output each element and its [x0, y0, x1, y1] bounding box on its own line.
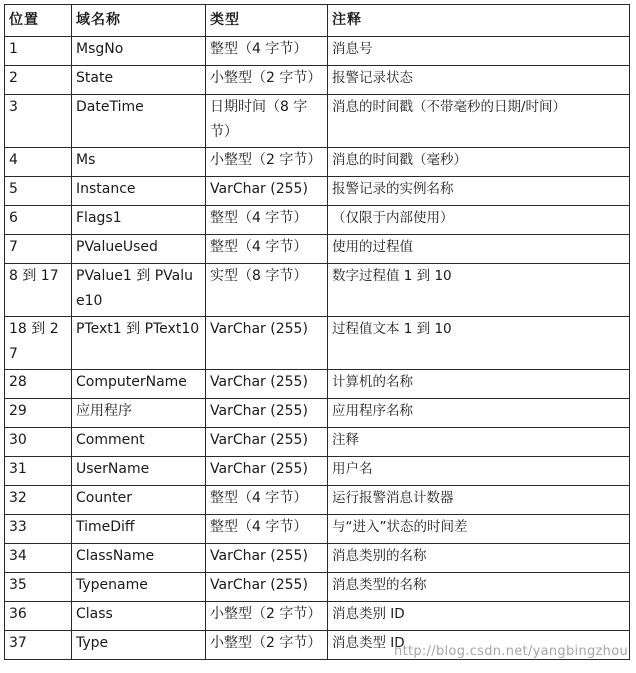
cell-field-name: Comment: [72, 428, 206, 457]
cell-position: 8 到 17: [5, 264, 72, 317]
cell-comment: 消息的时间戳（不带毫秒的日期/时间）: [328, 95, 630, 148]
cell-position: 35: [5, 573, 72, 602]
cell-comment: 消息号: [328, 37, 630, 66]
cell-type: VarChar (255): [206, 370, 328, 399]
cell-position: 34: [5, 544, 72, 573]
cell-type: 小整型（2 字节）: [206, 602, 328, 631]
cell-field-name: PText1 到 PText10: [72, 317, 206, 370]
cell-type: 整型（4 字节）: [206, 515, 328, 544]
cell-type: VarChar (255): [206, 428, 328, 457]
header-field-name: 域名称: [72, 5, 206, 37]
table-row: [5, 148, 630, 177]
field-table: [4, 4, 630, 660]
cell-position: 28: [5, 370, 72, 399]
cell-type: VarChar (255): [206, 457, 328, 486]
cell-position: 3: [5, 95, 72, 148]
table-row: [5, 457, 630, 486]
cell-field-name: Type: [72, 631, 206, 660]
cell-comment: 报警记录的实例名称: [328, 177, 630, 206]
cell-comment: 消息类别的名称: [328, 544, 630, 573]
table-row: [5, 370, 630, 399]
table-header: [5, 5, 630, 37]
cell-field-name: 应用程序: [72, 399, 206, 428]
cell-comment: 消息类别 ID: [328, 602, 630, 631]
cell-position: 29: [5, 399, 72, 428]
cell-comment: 用户名: [328, 457, 630, 486]
cell-comment: 运行报警消息计数器: [328, 486, 630, 515]
watermark-text: http://blog.csdn.net/yangbingzhou: [394, 644, 628, 659]
table-row: [5, 486, 630, 515]
cell-field-name: DateTime: [72, 95, 206, 148]
table-row: [5, 66, 630, 95]
cell-field-name: TimeDiff: [72, 515, 206, 544]
cell-position: 1: [5, 37, 72, 66]
cell-position: 4: [5, 148, 72, 177]
cell-comment: 与“进入”状态的时间差: [328, 515, 630, 544]
cell-type: 整型（4 字节）: [206, 37, 328, 66]
table-row: [5, 602, 630, 631]
cell-position: 6: [5, 206, 72, 235]
table-row: [5, 235, 630, 264]
table-row: [5, 95, 630, 148]
cell-field-name: MsgNo: [72, 37, 206, 66]
table-row: [5, 399, 630, 428]
cell-comment: 报警记录状态: [328, 66, 630, 95]
header-type: 类型: [206, 5, 328, 37]
cell-position: 5: [5, 177, 72, 206]
cell-comment: 计算机的名称: [328, 370, 630, 399]
cell-type: 小整型（2 字节）: [206, 66, 328, 95]
cell-comment: 消息的时间戳（毫秒）: [328, 148, 630, 177]
cell-field-name: Typename: [72, 573, 206, 602]
cell-comment: 过程值文本 1 到 10: [328, 317, 630, 370]
cell-position: 33: [5, 515, 72, 544]
table-row: [5, 631, 630, 660]
cell-type: 小整型（2 字节）: [206, 631, 328, 660]
cell-comment: 注释: [328, 428, 630, 457]
table-row: [5, 544, 630, 573]
cell-position: 32: [5, 486, 72, 515]
table-body: [5, 37, 630, 660]
cell-comment: 消息类型 ID: [328, 631, 630, 660]
cell-type: 日期时间（8 字节）: [206, 95, 328, 148]
cell-type: VarChar (255): [206, 573, 328, 602]
table-row: [5, 177, 630, 206]
cell-comment: （仅限于内部使用）: [328, 206, 630, 235]
cell-field-name: Counter: [72, 486, 206, 515]
cell-field-name: State: [72, 66, 206, 95]
cell-comment: 应用程序名称: [328, 399, 630, 428]
cell-field-name: ComputerName: [72, 370, 206, 399]
cell-type: VarChar (255): [206, 399, 328, 428]
cell-type: 小整型（2 字节）: [206, 148, 328, 177]
table-row: [5, 206, 630, 235]
cell-field-name: UserName: [72, 457, 206, 486]
cell-comment: 消息类型的名称: [328, 573, 630, 602]
table-row: [5, 264, 630, 317]
cell-type: 整型（4 字节）: [206, 206, 328, 235]
cell-position: 36: [5, 602, 72, 631]
cell-type: VarChar (255): [206, 177, 328, 206]
table-row: [5, 428, 630, 457]
cell-position: 31: [5, 457, 72, 486]
cell-field-name: ClassName: [72, 544, 206, 573]
cell-field-name: PValue1 到 PValue10: [72, 264, 206, 317]
table-row: [5, 317, 630, 370]
cell-comment: 使用的过程值: [328, 235, 630, 264]
table-row: [5, 573, 630, 602]
cell-type: VarChar (255): [206, 544, 328, 573]
header-row: [5, 5, 630, 37]
cell-field-name: Class: [72, 602, 206, 631]
cell-position: 18 到 27: [5, 317, 72, 370]
header-comment: 注释: [328, 5, 630, 37]
cell-position: 2: [5, 66, 72, 95]
cell-position: 30: [5, 428, 72, 457]
cell-field-name: Ms: [72, 148, 206, 177]
cell-comment: 数字过程值 1 到 10: [328, 264, 630, 317]
table-row: [5, 37, 630, 66]
header-position: 位置: [5, 5, 72, 37]
cell-field-name: PValueUsed: [72, 235, 206, 264]
cell-type: 实型（8 字节）: [206, 264, 328, 317]
table-row: [5, 515, 630, 544]
cell-position: 7: [5, 235, 72, 264]
cell-type: VarChar (255): [206, 317, 328, 370]
cell-type: 整型（4 字节）: [206, 235, 328, 264]
cell-field-name: Instance: [72, 177, 206, 206]
cell-field-name: Flags1: [72, 206, 206, 235]
cell-position: 37: [5, 631, 72, 660]
cell-type: 整型（4 字节）: [206, 486, 328, 515]
